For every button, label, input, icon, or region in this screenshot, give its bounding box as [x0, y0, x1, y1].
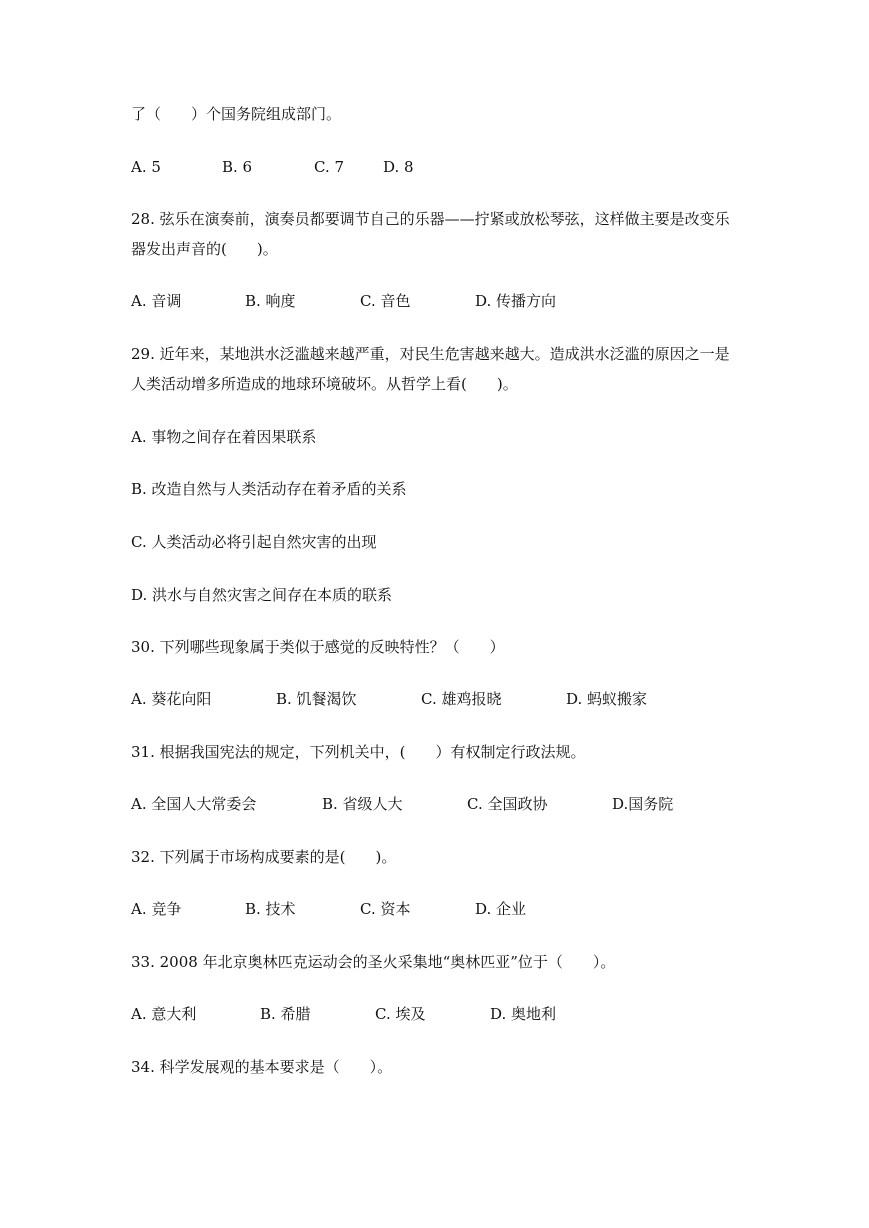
option-a: A. 5: [131, 158, 161, 176]
question-30: 30. 下列哪些现象属于类似于感觉的反映特性？（ ）: [131, 638, 505, 656]
question-28-line-1: 28. 弦乐在演奏前，演奏员都要调节自己的乐器——拧紧或放松琴弦，这样做主要是改变乐: [131, 210, 730, 228]
question-31: 31. 根据我国宪法的规定，下列机关中，( ）有权制定行政法规。: [131, 743, 586, 761]
question-29-line-1: 29. 近年来，某地洪水泛滥越来越严重，对民生危害越来越大。造成洪水泛滥的原因之一是: [131, 345, 730, 363]
option-b: B. 技术: [245, 900, 296, 918]
option-a: A. 竞争: [131, 900, 182, 918]
option-a: A. 音调: [131, 292, 182, 310]
option-c: C. 全国政协: [467, 795, 548, 813]
option-b: B. 响度: [245, 292, 296, 310]
question-29-option-b: B. 改造自然与人类活动存在着矛盾的关系: [131, 480, 407, 498]
option-d: D.国务院: [612, 795, 674, 813]
option-c: C. 7: [314, 158, 345, 176]
option-c: C. 埃及: [375, 1005, 426, 1023]
option-d: D. 蚂蚁搬家: [566, 690, 648, 708]
option-b: B. 饥餐渴饮: [276, 690, 357, 708]
question-29-option-d: D. 洪水与自然灾害之间存在本质的联系: [131, 586, 393, 604]
question-29-option-a: A. 事物之间存在着因果联系: [131, 428, 317, 446]
option-d: D. 奥地利: [490, 1005, 557, 1023]
option-c: C. 雄鸡报晓: [421, 690, 502, 708]
option-b: B. 省级人大: [322, 795, 403, 813]
question-29-line-2: 人类活动增多所造成的地球环境破坏。从哲学上看( )。: [131, 375, 518, 393]
option-a: A. 全国人大常委会: [131, 795, 257, 813]
option-d: D. 传播方向: [475, 292, 557, 310]
question-34: 34. 科学发展观的基本要求是（ ）。: [131, 1058, 393, 1076]
option-a: A. 意大利: [131, 1005, 197, 1023]
question-29-option-c: C. 人类活动必将引起自然灾害的出现: [131, 533, 377, 551]
question-27-continuation: 了（ ）个国务院组成部门。: [131, 105, 342, 123]
question-28-line-2: 器发出声音的( )。: [131, 240, 278, 258]
question-32: 32. 下列属于市场构成要素的是( )。: [131, 848, 397, 866]
option-c: C. 资本: [360, 900, 411, 918]
option-d: D. 企业: [475, 900, 527, 918]
option-d: D. 8: [383, 158, 414, 176]
option-a: A. 葵花向阳: [131, 690, 212, 708]
option-c: C. 音色: [360, 292, 411, 310]
option-b: B. 希腊: [260, 1005, 311, 1023]
question-33: 33. 2008 年北京奥林匹克运动会的圣火采集地“奥林匹亚”位于（ ）。: [131, 953, 616, 971]
option-b: B. 6: [222, 158, 253, 176]
